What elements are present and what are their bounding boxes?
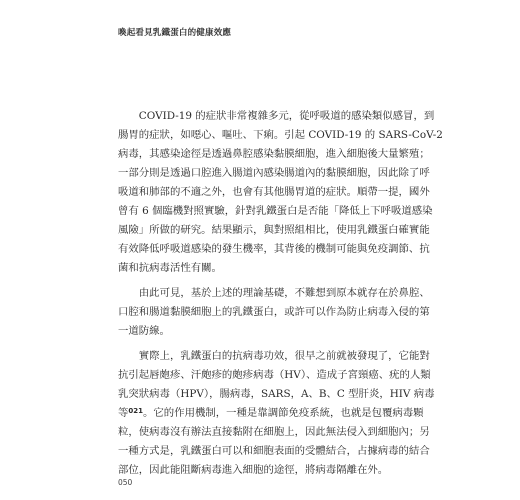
text-line: 乳突狀病毒（HPV），腸病毒，SARS，A、B、C 型肝炎，HIV 病毒 (118, 388, 435, 400)
text-line: 粒，使病毒沒有辦法直接黏附在細胞上，因此無法侵入到細胞內；另 (118, 426, 430, 438)
paragraph-3 (118, 347, 435, 480)
text-fragment: 。它的作用機制，一種是靠調節免疫系統，也就是包覆病毒顆 (143, 407, 424, 419)
text-line: 部位，因此能阻斷病毒進入細胞的途徑，將病毒隔離在外。 (118, 464, 389, 476)
text-line: 風險」所做的研究。結果顯示，與對照組相比，使用乳鐵蛋白確實能 (118, 224, 430, 236)
text-line: 病毒，其感染途徑是透過鼻腔感染黏膜細胞，進入細胞後大量繁殖； (118, 148, 430, 160)
text-line: 由此可見，基於上述的理論基礎，不難想到原本就存在於鼻腔、 (138, 287, 430, 299)
text-line-with-footnote (118, 404, 424, 423)
running-header: 喚起看見乳鐵蛋白的健康效應 (118, 28, 232, 38)
text-line: 一道防線。 (118, 325, 170, 337)
footnote-reference: 021 (128, 407, 144, 415)
text-fragment: 等 (118, 407, 129, 419)
text-line: 有效降低呼吸道感染的發生機率，其背後的機制可能與免疫調節、抗 (118, 243, 430, 255)
paragraph-1 (118, 107, 443, 278)
text-line: 一部分則是透過口腔進入腸道內感染腸道內的黏膜細胞，因此除了呼 (118, 167, 430, 179)
text-line: 吸道和肺部的不適之外，也會有其他腸胃道的症狀。順帶一提，國外 (118, 186, 430, 198)
text-line: 抗引起唇皰疹、汗皰疹的皰疹病毒（HV）、造成子宮頸癌、疣的人類 (118, 369, 431, 381)
text-line: 曾有 6 個臨機對照實驗，針對乳鐵蛋白是否能「降低上下呼吸道感染 (118, 205, 433, 217)
text-line: COVID-19 的症狀非常複雜多元，從呼吸道的感染類似感冒，到 (138, 110, 435, 122)
paragraph-2 (118, 284, 430, 341)
text-line: 一種方式是，乳鐵蛋白可以和細胞表面的受體結合，占據病毒的結合 (118, 445, 430, 457)
text-line: 口腔和腸道黏膜細胞上的乳鐵蛋白，或許可以作為防止病毒入侵的第 (118, 306, 430, 318)
page-number: 050 (118, 478, 133, 487)
text-line: 菌和抗病毒活性有關。 (118, 262, 222, 274)
text-line: 實際上，乳鐵蛋白的抗病毒功效，很早之前就被發現了，它能對 (138, 350, 430, 362)
body-text (118, 107, 443, 486)
text-line: 腸胃的症狀，如噁心、嘔吐、下痢。引起 COVID-19 的 SARS-CoV-2 (118, 129, 443, 141)
